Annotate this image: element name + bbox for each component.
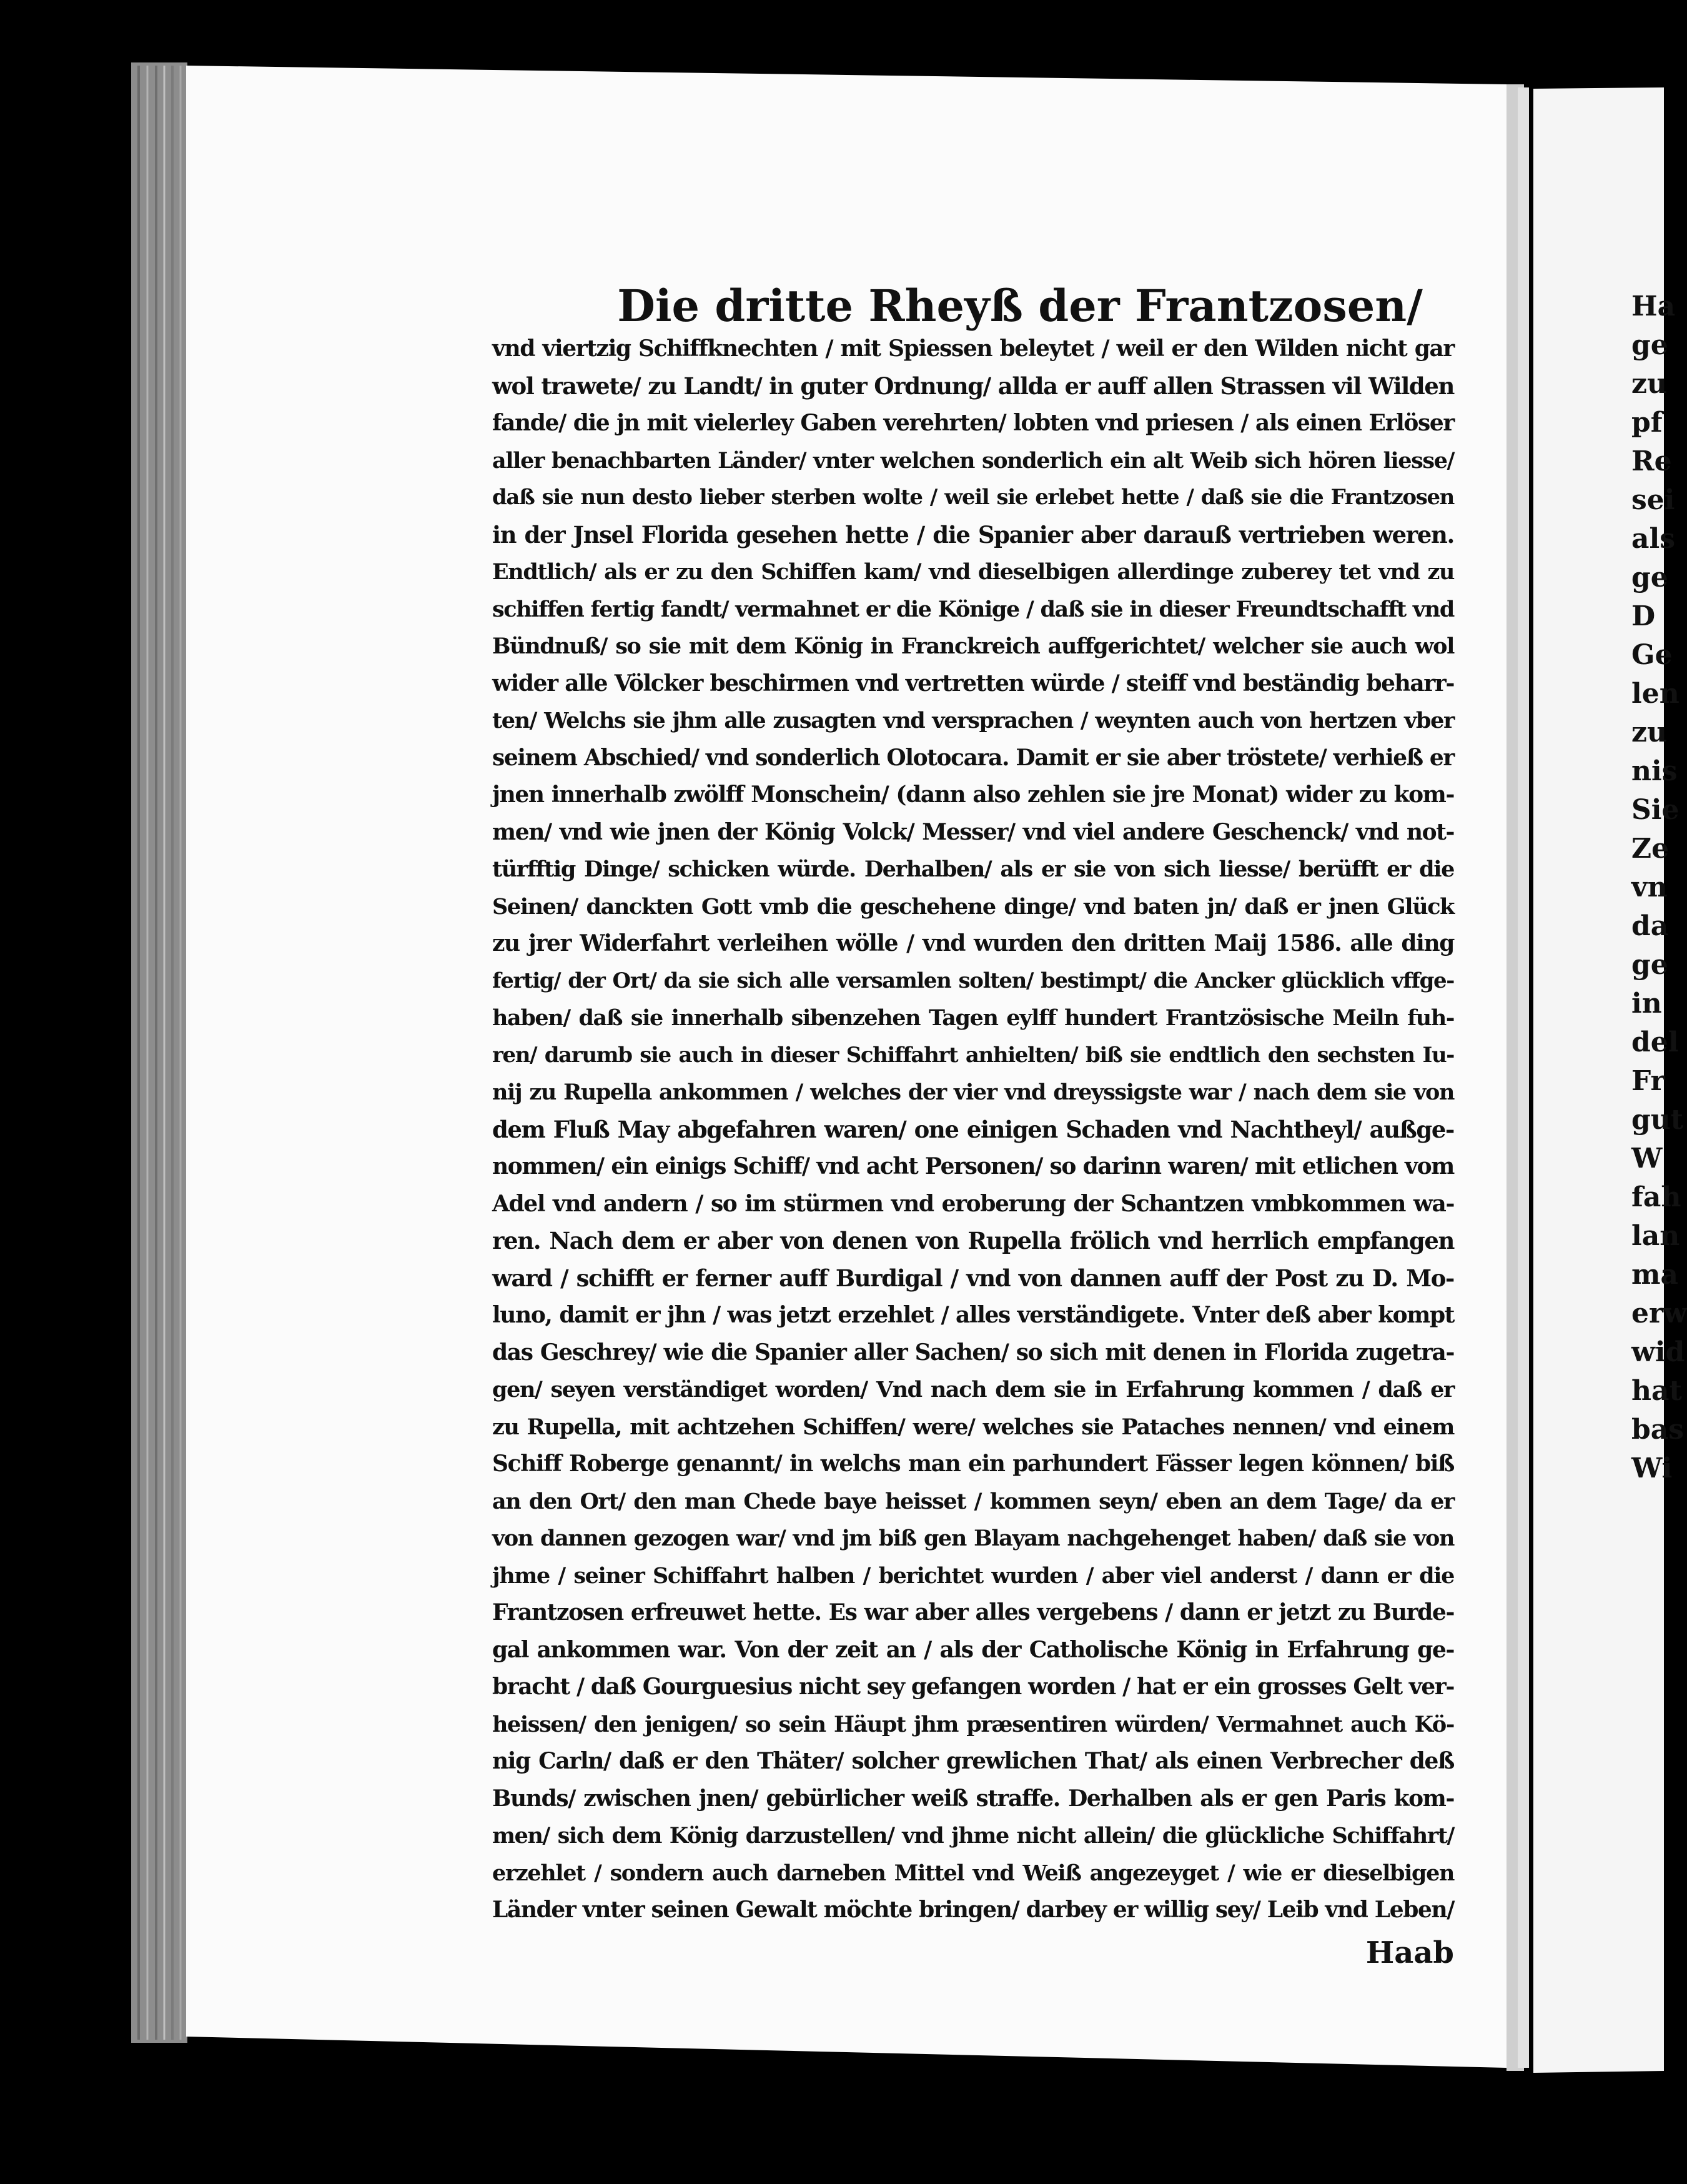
text-line: daß sie nun desto lieber sterben wolte / weil sie erlebet hette / daß sie die Frantzosen: [492, 485, 1454, 510]
text-line: wider alle Völcker beschirmen vnd vertretten würde / steiff vnd beständig beharr-: [492, 670, 1454, 697]
facing-page-fragment: Fr: [1631, 1065, 1665, 1097]
body-text: [492, 330, 1454, 1929]
text-line: vnd viertzig Schiffknechten / mit Spiessen beleytet / weil er den Wilden nicht gar: [492, 335, 1454, 362]
text-line: Schiff Roberge genannt/ in welchs man ein parhundert Fässer legen können/ biß: [492, 1451, 1454, 1477]
facing-page-fragment: ge: [1631, 562, 1668, 593]
facing-page-fragment: pf: [1631, 407, 1663, 439]
text-line: von dannen gezogen war/ vnd jm biß gen Blayam nachgehenget haben/ daß sie von: [492, 1526, 1454, 1551]
text-line: luno, damit er jhn / was jetzt erzehlet / alles verständigete. Vnter deß aber kompt: [492, 1302, 1454, 1328]
text-line: men/ sich dem König darzustellen/ vnd jhme nicht allein/ die glückliche Schiffahrt/: [492, 1823, 1454, 1849]
text-line: Länder vnter seinen Gewalt möchte bringen/ darbey er willig sey/ Leib vnd Leben/: [492, 1897, 1454, 1923]
text-line: türfftig Dinge/ schicken würde. Derhalben/ als er sie von sich liesse/ berüfft er die: [492, 856, 1454, 882]
text-line: das Geschrey/ wie die Spanier aller Sachen/ so sich mit denen in Florida zugetra-: [492, 1339, 1454, 1366]
text-line: ren. Nach dem er aber von denen von Rupella frölich vnd herrlich empfangen: [492, 1227, 1454, 1254]
text-line: ward / schifft er ferner auff Burdigal / vnd von dannen auff der Post zu D. Mo-: [492, 1264, 1454, 1292]
facing-page-fragment: erw: [1631, 1298, 1687, 1329]
text-line: Seinen/ danckten Gott vmb die geschehene dinge/ vnd baten jn/ daß er jnen Glück: [492, 893, 1454, 920]
text-line: fertig/ der Ort/ da sie sich alle versamlen solten/ bestimpt/ die Ancker glücklich vffge-: [492, 968, 1454, 993]
facing-page-fragment: Ha: [1631, 290, 1676, 322]
facing-page-fragment: Wi: [1631, 1452, 1673, 1484]
text-line: schiffen fertig fandt/ vermahnet er die Könige / daß sie in dieser Freundtschafft vnd: [492, 596, 1454, 622]
facing-page-fragment: hat: [1631, 1375, 1682, 1407]
text-line: dem Fluß May abgefahren waren/ one einigen Schaden vnd Nachtheyl/ außge-: [492, 1115, 1454, 1143]
text-line: Frantzosen erfreuwet hette. Es war aber alles vergebens / dann er jetzt zu Burde-: [492, 1599, 1454, 1626]
text-line: ren/ darumb sie auch in dieser Schiffahrt anhielten/ biß sie endtlich den sechsten Iu-: [492, 1042, 1454, 1068]
text-line: an den Ort/ den man Chede baye heisset / kommen seyn/ eben an dem Tage/ da er: [492, 1488, 1454, 1514]
facing-page-fragment: bas: [1631, 1414, 1685, 1446]
facing-page-fragment: nis: [1631, 755, 1678, 787]
text-line: nij zu Rupella ankommen / welches der vier vnd dreyssigste war / nach dem sie von: [492, 1080, 1454, 1105]
facing-page-fragment: in: [1631, 988, 1662, 1020]
text-line: gen/ seyen verständiget worden/ Vnd nach dem sie in Erfahrung kommen / daß er: [492, 1377, 1454, 1402]
facing-page-fragment: lan: [1631, 1220, 1680, 1252]
text-line: men/ vnd wie jnen der König Volck/ Messer/ vnd viel andere Geschenck/ vnd not-: [492, 818, 1454, 845]
text-line: fande/ die jn mit vielerley Gaben verehrten/ lobten vnd priesen / als einen Erlöser: [492, 410, 1454, 436]
facing-page-fragment: zu: [1631, 717, 1667, 748]
text-line: jnen innerhalb zwölff Monschein/ (dann also zehlen sie jre Monat) wider zu kom-: [492, 782, 1454, 808]
facing-page-fragment: D: [1631, 600, 1656, 632]
text-line: nig Carln/ daß er den Thäter/ solcher grewlichen That/ als einen Verbrecher deß: [492, 1748, 1454, 1774]
facing-page-fragment: als: [1631, 523, 1675, 555]
text-line: in der Jnsel Florida gesehen hette / die Spanier aber darauß vertrieben weren.: [492, 520, 1454, 548]
text-line: Adel vnd andern / so im stürmen vnd eroberung der Schantzen vmbkommen wa-: [492, 1190, 1454, 1217]
facing-page-fragment: fah: [1631, 1181, 1681, 1213]
text-line: haben/ daß sie innerhalb sibenzehen Tagen eylff hundert Frantzösische Meiln fuh-: [492, 1005, 1454, 1031]
text-line: Bunds/ zwischen jnen/ gebürlicher weiß straffe. Derhalben als er gen Paris kom-: [492, 1785, 1454, 1812]
facing-page-fragment: ma: [1631, 1259, 1679, 1291]
text-line: aller benachbarten Länder/ vnter welchen sonderlich ein alt Weib sich hören liesse/: [492, 447, 1454, 474]
facing-page-fragment: sei: [1631, 484, 1675, 516]
facing-page-fragment: Re: [1631, 445, 1672, 477]
facing-page-fragment: ge: [1631, 329, 1668, 361]
facing-page-fragment: zu: [1631, 368, 1667, 400]
facing-page-fragment: wid: [1631, 1336, 1685, 1368]
text-line: heissen/ den jenigen/ so sein Häupt jhm præsentiren würden/ Vermahnet auch Kö-: [492, 1711, 1454, 1737]
running-head: Die dritte Rheyß der Frantzosen/: [617, 280, 1423, 332]
text-line: zu jrer Widerfahrt verleihen wölle / vnd wurden den dritten Maij 1586. alle ding: [492, 930, 1454, 956]
text-line: ten/ Welchs sie jhm alle zusagten vnd versprachen / weynten auch von hertzen vber: [492, 708, 1454, 733]
text-line: nommen/ ein einigs Schiff/ vnd acht Personen/ so darinn waren/ mit etlichen vom: [492, 1153, 1454, 1179]
text-line: jhme / seiner Schiffahrt halben / berichtet wurden / aber viel anderst / dann er die: [492, 1562, 1454, 1589]
facing-page-fragment: gut: [1631, 1104, 1684, 1136]
facing-page-fragment: W: [1631, 1143, 1663, 1174]
text-line: erzehlet / sondern auch darneben Mittel vnd Weiß angezeyget / wie er dieselbigen: [492, 1860, 1454, 1886]
facing-page-fragment: del: [1631, 1026, 1679, 1058]
page-text: [492, 280, 1454, 1970]
facing-page-text: [1631, 287, 1687, 1488]
facing-page-fragment: len: [1631, 678, 1680, 710]
text-line: bracht / daß Gourguesius nicht sey gefangen worden / hat er ein grosses Gelt ver-: [492, 1674, 1454, 1700]
text-line: Endtlich/ als er zu den Schiffen kam/ vnd dieselbigen allerdinge zuberey tet vnd zu: [492, 559, 1454, 585]
catchword: Haab: [1365, 1935, 1454, 1970]
text-line: zu Rupella, mit achtzehen Schiffen/ were/ welches sie Pataches nennen/ vnd einem: [492, 1414, 1454, 1440]
text-line: gal ankommen war. Von der zeit an / als der Catholische König in Erfahrung ge-: [492, 1636, 1454, 1663]
facing-page-fragment: ge: [1631, 949, 1668, 981]
facing-page-fragment: Sie: [1631, 794, 1680, 826]
facing-page-fragment: vn: [1631, 871, 1668, 903]
facing-page-fragment: Ze: [1631, 833, 1670, 865]
text-line: Bündnuß/ so sie mit dem König in Franckreich auffgerichtet/ welcher sie auch wol: [492, 633, 1454, 659]
text-line: seinem Abschied/ vnd sonderlich Olotocara. Damit er sie aber tröstete/ verhieß er: [492, 744, 1454, 771]
facing-page-fragment: Ge: [1631, 639, 1673, 671]
facing-page-fragment: da: [1631, 910, 1669, 942]
text-line: wol trawete/ zu Landt/ in guter Ordnung/ allda er auff allen Strassen vil Wilden: [492, 372, 1454, 400]
